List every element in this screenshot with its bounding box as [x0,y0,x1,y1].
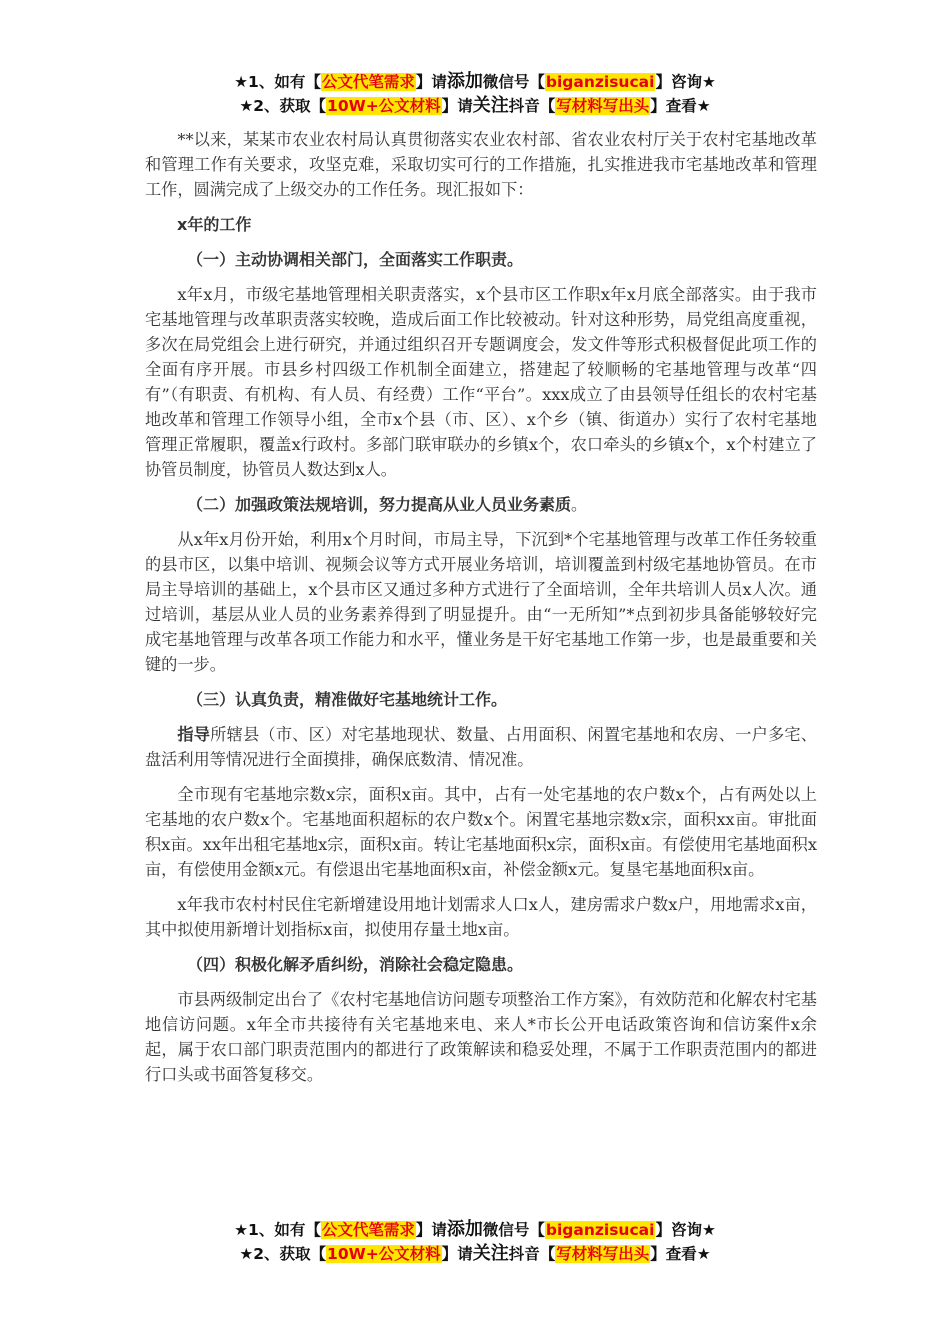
promo-text: 】请 [441,1245,473,1263]
promo-text: 】咨询★ [655,73,716,91]
promo-banner-top-line-1 [140,70,810,94]
promo-highlight: biganzisucai [545,73,655,91]
promo-highlight: 10W+公文材料 [327,1245,441,1263]
promo-banner-bottom-line-2 [140,1242,810,1266]
promo-text: ★1、如有【 [234,1221,321,1239]
body-paragraph: 全市现有宅基地宗数x宗，面积x亩。其中，占有一处宅基地的农户数x个，占有两处以上宅基地的农户数x个。宅基地面积超标的农户数x个。闲置宅基地宗数x宗，面积xx亩。审批面积x亩。xx年出租宅基地x宗，面积x亩。转让宅基地面积x宗，面积x亩。有偿使用宅基地面积x亩，有偿使用金额x元。有偿退出宅基地面积x亩，补偿金额x元。复垦宅基地面积x亩。 [145,785,817,879]
subsection-heading-tail: 。 [571,495,588,514]
promo-text: 】查看★ [650,97,711,115]
promo-text: ★1、如有【 [234,73,321,91]
intro-paragraph: **以来，某某市农业农村局认真贯彻落实农业农村部、省农业农村厅关于农村宅基地改革和管理工作有关要求，攻坚克难，采取切实可行的工作措施，扎实推进我市宅基地改革和管理工作，圆满完成了上级交办的工作任务。现汇报如下： [145,130,817,199]
promo-highlight: 写材料写出头 [556,97,650,115]
subsection-heading-1: （一）主动协调相关部门，全面落实工作职责。 [187,250,524,269]
promo-emphasis: 添加 [446,1219,483,1240]
promo-highlight: 公文代笔需求 [321,73,415,91]
subsection-heading-4: （四）积极化解矛盾纠纷，消除社会稳定隐患。 [187,955,524,974]
promo-emphasis: 添加 [446,71,483,92]
body-paragraph [145,722,817,772]
promo-banner-bottom-line-1 [140,1218,810,1242]
promo-emphasis: 关注 [472,1243,509,1264]
promo-text: 】查看★ [650,1245,711,1263]
subsection-heading-text: （二）加强政策法规培训，努力提高从业人员业务素质 [187,495,572,514]
promo-banner-top-line-2 [140,94,810,118]
body-paragraph: x年x月，市级宅基地管理相关职责落实，x个县市区工作职x年x月底全部落实。由于我市宅基地管理与改革职责落实较晚，造成后面工作比较被动。针对这种形势，局党组高度重视，多次在局党组会上进行研究，并通过组织召开专题调度会，发文件等形式积极督促此项工作的全面有序开展。市县乡村四级工作机制全面建立，搭建起了较顺畅的宅基地管理与改革“四有”（有职责、有机构、有人员、有经费）工作“平台”。xxx成立了由县领导任组长的农村宅基地改革和管理工作领导小组，全市x个县（市、区）、x个乡（镇、街道办）实行了农村宅基地管理正常履职，覆盖x行政村。多部门联审联办的乡镇x个，农口牵头的乡镇x个，x个村建立了协管员制度，协管员人数达到x人。 [145,285,817,479]
section-title: x年的工作 [177,215,252,234]
promo-text: ★2、获取【 [239,1245,327,1263]
promo-text: 】请 [415,1221,447,1239]
bold-lead-word: 指导 [177,725,211,744]
promo-highlight: 10W+公文材料 [327,97,441,115]
promo-text: 抖音【 [508,97,556,115]
promo-text: 】请 [441,97,473,115]
promo-emphasis: 关注 [472,95,509,116]
subsection-heading-2 [145,492,817,517]
promo-highlight: 公文代笔需求 [321,1221,415,1239]
document-body [145,127,817,1087]
promo-text: 微信号【 [482,1221,545,1239]
promo-text: 】咨询★ [655,1221,716,1239]
promo-text: 】请 [415,73,447,91]
body-paragraph: 市县两级制定出台了《农村宅基地信访问题专项整治工作方案》，有效防范和化解农村宅基地信访问题。x年全市共接待有关宅基地来电、来人*市长公开电话政策咨询和信访案件x余起，属于农口部门职责范围内的都进行了政策解读和稳妥处理，不属于工作职责范围内的都进行口头或书面答复移交。 [145,990,817,1084]
promo-highlight: biganzisucai [545,1221,655,1239]
promo-text: 抖音【 [508,1245,556,1263]
body-paragraph: x年我市农村村民住宅新增建设用地计划需求人口x人，建房需求户数x户，用地需求x亩，其中拟使用新增计划指标x亩，拟使用存量土地x亩。 [145,895,817,939]
promo-highlight: 写材料写出头 [556,1245,650,1263]
body-paragraph: 从x年x月份开始，利用x个月时间，市局主导，下沉到*个宅基地管理与改革工作任务较重的县市区，以集中培训、视频会议等方式开展业务培训，培训覆盖到村级宅基地协管员。在市局主导培训的基础上，x个县市区又通过多种方式进行了全面培训，全年共培训人员x人次。通过培训，基层从业人员的业务素养得到了明显提升。由“一无所知”*点到初步具备能够较好完成宅基地管理与改革各项工作能力和水平，懂业务是干好宅基地工作第一步，也是最重要和关键的一步。 [145,530,817,674]
subsection-heading-3: （三）认真负责，精准做好宅基地统计工作。 [187,690,508,709]
paragraph-text: 所辖县（市、区）对宅基地现状、数量、占用面积、闲置宅基地和农房、一户多宅、盘活利用等情况进行全面摸排，确保底数清、情况准。 [145,725,817,769]
promo-text: 微信号【 [482,73,545,91]
promo-text: ★2、获取【 [239,97,327,115]
